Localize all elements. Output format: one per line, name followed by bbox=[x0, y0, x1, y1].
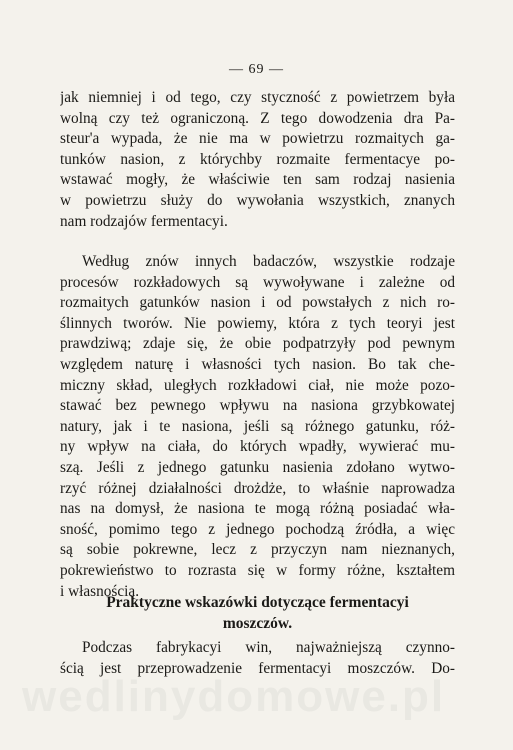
text-line: wstawać mogły, że właściwie ten sam rodzaj nasienia bbox=[60, 171, 455, 189]
paragraph-2 bbox=[60, 252, 455, 602]
text-line: ścią jest przeprowadzenie fermentacyi moszczów. Do- bbox=[60, 659, 455, 677]
paragraph-3 bbox=[60, 638, 455, 679]
text-line: tunków nasion, z którychby rozmaite fermentacye po- bbox=[60, 150, 455, 168]
text-line: natury, jak i te nasiona, jeśli są różnego gatunku, róż- bbox=[60, 417, 455, 435]
text-line: pokrewieństwo to rozrasta się w formy różne, kształtem bbox=[60, 561, 455, 579]
text-line: prawdziwą; zdaje się, że obie podpatrzyły pod pewnym bbox=[60, 335, 455, 353]
text-line: stawać bez pewnego wpływu na nasiona grzybkowatej bbox=[60, 397, 455, 415]
text-line: rzyć różnej działalności drożdże, to właśnie naprowadza bbox=[60, 479, 455, 497]
text-line: rozmaitych gatunków nasion i od powstałych z nich ro- bbox=[60, 294, 455, 312]
paragraph-1 bbox=[60, 88, 455, 232]
text-line: steur'a wypada, że nie ma w powietrzu rozmaitych ga- bbox=[60, 130, 455, 148]
text-line: wolną czy też ograniczoną. Z tego dowodzenia dra Pa- bbox=[60, 109, 455, 127]
text-line: Według znów innych badaczów, wszystkie rodzaje bbox=[82, 253, 455, 270]
text-line: miczny skład, uległych rozkładowi ciał, nie może pozo- bbox=[60, 376, 455, 394]
section-heading bbox=[60, 592, 455, 634]
text-line: ny wpływ na ciała, do których wpadły, wywierać mu- bbox=[60, 438, 455, 456]
text-line: Podczas fabrykacyi win, najważniejszą czynno- bbox=[82, 639, 455, 656]
text-line: nam rodzajów fermentacyi. bbox=[60, 212, 228, 230]
watermark: wedlinydomowe.pl bbox=[22, 672, 446, 721]
text-line: nas na domysł, że nasiona te mogą różną posiadać wła- bbox=[60, 500, 455, 518]
text-line: sność, pomimo tego z jednego pochodzą źródła, a więc bbox=[60, 520, 455, 538]
text-line: ślinnych tworów. Nie powiemy, która z tych teoryi jest bbox=[60, 314, 455, 332]
page-number: — 69 — bbox=[229, 62, 284, 77]
text-line: procesów rozkładowych są wywoływane i zależne od bbox=[60, 273, 455, 291]
text-line: szą. Jeśli z jednego gatunku nasienia zdołano wytwo- bbox=[60, 458, 455, 476]
section-heading-line-2: moszczów. bbox=[222, 615, 293, 632]
text-line: w powietrzu służy do wywołania wszystkich, znanych bbox=[60, 191, 455, 209]
text-line: są sobie pokrewne, lecz z przyczyn nam nieznanych, bbox=[60, 541, 455, 559]
section-heading-line-1: Praktyczne wskazówki dotyczące fermentacyi bbox=[106, 594, 409, 611]
text-line: i własnością. bbox=[60, 582, 140, 600]
text-line: względem naturę i własności tych nasion. Bo tak che- bbox=[60, 355, 455, 373]
text-line: jak niemniej i od tego, czy styczność z powietrzem była bbox=[60, 89, 455, 106]
